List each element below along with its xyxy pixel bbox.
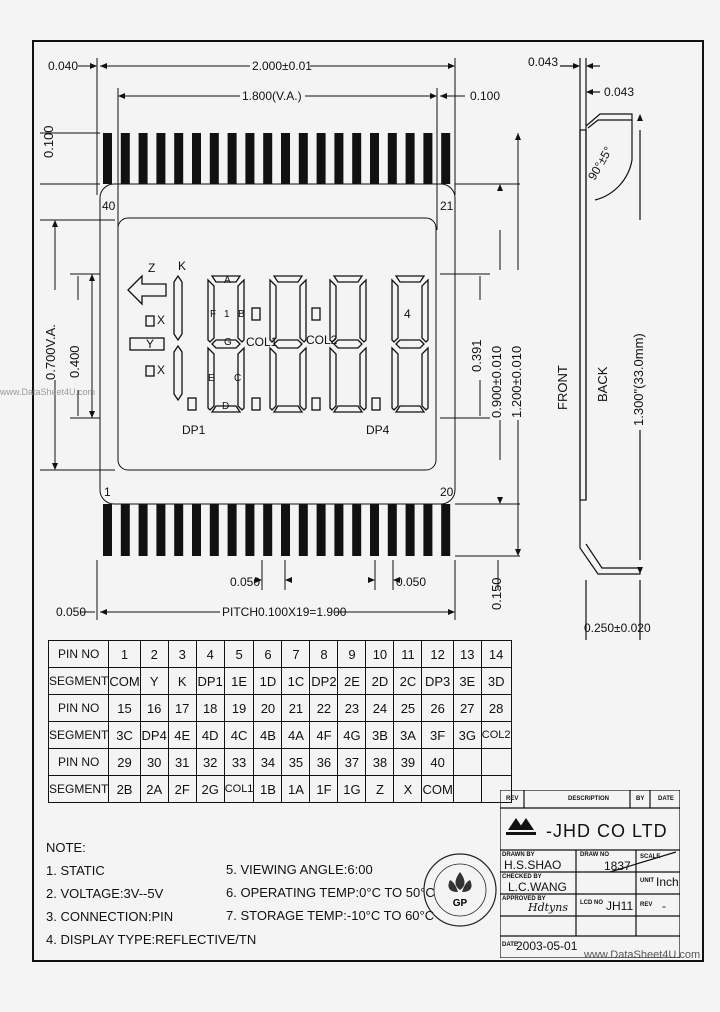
pin	[245, 133, 254, 184]
tb-drawing-no-h: DRAW NO	[580, 852, 609, 858]
pin-table-cell: 32	[196, 749, 224, 776]
pin-table-cell: 2D	[366, 668, 394, 695]
pin-table-cell: 1G	[338, 776, 366, 803]
digit-segment	[396, 276, 424, 282]
note-4: 4. DISPLAY TYPE:REFLECTIVE/TN	[46, 932, 257, 947]
pin	[388, 504, 397, 556]
pin-table-cell: 1A	[282, 776, 310, 803]
pin-table-cell: 20	[254, 695, 282, 722]
pin	[103, 133, 112, 184]
pin-table-cell: 31	[168, 749, 196, 776]
pin-table-cell: 19	[224, 695, 254, 722]
pin-table-cell: 35	[282, 749, 310, 776]
pin	[299, 504, 308, 556]
lcd-dp1: DP1	[182, 423, 206, 437]
pin	[210, 504, 219, 556]
lcd-k: K	[178, 259, 187, 273]
tb-unit: Inch	[656, 875, 679, 889]
tb-lcd-no: JH11	[606, 899, 634, 913]
pin-label-20: 20	[440, 485, 454, 499]
pin-table-cell: 10	[366, 641, 394, 668]
pin-table-cell: 9	[338, 641, 366, 668]
lcd-digit4: 4	[404, 307, 411, 321]
pin-table-cell: 4G	[338, 722, 366, 749]
dim-total-height: 1.200±0.010	[509, 345, 524, 418]
pin	[245, 504, 254, 556]
pin-table-cell: DP3	[422, 668, 453, 695]
note-3: 3. CONNECTION:PIN	[46, 909, 174, 924]
pin	[441, 133, 450, 184]
pin-table-cell	[453, 749, 481, 776]
pin-table-cell: 5	[224, 641, 254, 668]
dim-right-margin: 0.100	[470, 89, 501, 103]
pin-table-cell: COM	[109, 668, 140, 695]
pin	[139, 133, 148, 184]
pin-table-cell: DP2	[310, 668, 338, 695]
seg-b: B	[238, 309, 245, 320]
pin-table-cell	[481, 749, 511, 776]
pin-table-cell: 1F	[310, 776, 338, 803]
tb-drawn-by-h: DRAWN BY	[502, 852, 535, 858]
pin-table-cell: 24	[366, 695, 394, 722]
seg-e: E	[208, 373, 215, 384]
seal-text: GP	[452, 898, 468, 909]
pin-table-cell: DP4	[140, 722, 168, 749]
pin	[103, 504, 112, 556]
pin-table-cell: X	[394, 776, 422, 803]
pin-table-cell: 3E	[453, 668, 481, 695]
notes-title: NOTE:	[46, 840, 86, 855]
pin-table-cell: 1	[109, 641, 140, 668]
digit-segment	[334, 406, 362, 412]
pin-table-row	[49, 722, 512, 749]
pin-table-row	[49, 668, 512, 695]
pin-table-cell: 4D	[196, 722, 224, 749]
pin-strip-bottom	[103, 504, 450, 556]
dim-va-width: 1.800(V.A.)	[242, 89, 302, 103]
note-5: 5. VIEWING ANGLE:6:00	[226, 862, 373, 877]
dim-pitch-left: 0.050	[230, 575, 261, 589]
pin-table-cell: 21	[282, 695, 310, 722]
digit-segment	[270, 348, 276, 410]
pin	[406, 133, 415, 184]
pin-table-cell: 11	[394, 641, 422, 668]
pin-table-cell: 3D	[481, 668, 511, 695]
dim-dp-offset: 0.391	[469, 339, 484, 372]
pin-table-cell: COM	[422, 776, 453, 803]
digit-segment	[274, 340, 302, 348]
watermark-right: www.DataSheet4U.com	[584, 949, 701, 961]
lcd-dp4: DP4	[366, 423, 390, 437]
pin	[156, 504, 165, 556]
pin	[299, 133, 308, 184]
pin-table-cell: 6	[254, 641, 282, 668]
pin-table-cell: 2F	[168, 776, 196, 803]
pin-table-cell	[453, 776, 481, 803]
pin-table-cell: 3	[168, 641, 196, 668]
pin-table-cell: 22	[310, 695, 338, 722]
pin-table-cell: 3G	[453, 722, 481, 749]
lcd-x1: X	[157, 313, 166, 327]
pin-table-cell: 3B	[366, 722, 394, 749]
pin-table-cell: Z	[366, 776, 394, 803]
pin	[334, 133, 343, 184]
pin	[317, 133, 326, 184]
digit-segment	[334, 276, 362, 282]
pin	[174, 133, 183, 184]
seg-g: G	[224, 337, 232, 348]
pin-table-row-label: SEGMENT	[49, 722, 109, 749]
pin-table-cell: 4E	[168, 722, 196, 749]
digit-segment	[422, 348, 428, 410]
tb-approved-h: APPROVED BY	[502, 896, 546, 902]
digit-segment	[330, 348, 336, 410]
dim-thickness-b: 0.043	[604, 85, 635, 99]
tb-date-header: DATE	[658, 796, 674, 802]
pin	[334, 504, 343, 556]
pin-table-row	[49, 749, 512, 776]
pin	[228, 504, 237, 556]
pin-table-cell: 3C	[109, 722, 140, 749]
tb-date-label: DATE	[502, 942, 518, 948]
pin	[210, 133, 219, 184]
pin-table-cell: 34	[254, 749, 282, 776]
digit-segment	[270, 280, 276, 342]
pin	[192, 133, 201, 184]
pin-table-cell: COL1	[224, 776, 254, 803]
seg-d: D	[222, 401, 230, 412]
pin-table-cell: DP1	[196, 668, 224, 695]
dim-angle: 90°±5°	[585, 144, 616, 183]
pin-table-cell: 4B	[254, 722, 282, 749]
pin-table-cell: 18	[196, 695, 224, 722]
pin-table-cell: 13	[453, 641, 481, 668]
company-seal	[420, 850, 500, 930]
dim-total-width: 2.000±0.01	[252, 59, 312, 73]
pin	[423, 504, 432, 556]
dim-depth: 0.250±0.020	[584, 621, 651, 635]
pin-table-cell: Y	[140, 668, 168, 695]
pin	[156, 133, 165, 184]
digit-segment	[422, 280, 428, 342]
pin	[352, 504, 361, 556]
pin-table-cell: 26	[422, 695, 453, 722]
tb-company: -JHD CO LTD	[546, 821, 668, 841]
pin	[370, 504, 379, 556]
pin	[352, 133, 361, 184]
digit-segment	[396, 340, 424, 348]
pin-table-cell: 4F	[310, 722, 338, 749]
pin	[281, 133, 290, 184]
digit-segment	[274, 406, 302, 412]
pin	[441, 504, 450, 556]
pin	[281, 504, 290, 556]
pin-table-cell: 17	[168, 695, 196, 722]
pin-table-cell: 1B	[254, 776, 282, 803]
pin-table-cell: 23	[338, 695, 366, 722]
pin-table-cell: 14	[481, 641, 511, 668]
tb-by: BY	[636, 796, 645, 802]
pin-table-cell: 16	[140, 695, 168, 722]
tb-rev2: -	[662, 899, 666, 913]
tb-lcd-no-h: LCD NO	[580, 900, 603, 906]
dim-overall: 1.300"(33.0mm)	[631, 333, 646, 426]
pin-table-row	[49, 641, 512, 668]
seg-f: F	[210, 309, 217, 320]
digit-segment	[392, 348, 398, 410]
pin-table-cell: 3F	[422, 722, 453, 749]
note-2: 2. VOLTAGE:3V--5V	[46, 886, 164, 901]
pin-table-cell: 2E	[338, 668, 366, 695]
dim-top-margin: 0.100	[41, 125, 56, 158]
lcd-col1: COL1	[246, 335, 278, 349]
dim-pitch-right: 0.050	[396, 575, 427, 589]
digit-segment	[300, 348, 306, 410]
pin-table-row-label: SEGMENT	[49, 776, 109, 803]
tb-date: 2003-05-01	[516, 939, 578, 953]
tb-description: DESCRIPTION	[568, 796, 610, 802]
pin-table-cell: 2G	[196, 776, 224, 803]
digit-segment	[360, 348, 366, 410]
pin-table-cell: 7	[282, 641, 310, 668]
pin-table-cell: 2B	[109, 776, 140, 803]
pin	[174, 504, 183, 556]
pin	[121, 133, 130, 184]
pin-table-row-label: PIN NO	[49, 695, 109, 722]
pin	[388, 133, 397, 184]
pin	[121, 504, 130, 556]
digit-segment	[274, 276, 302, 282]
dim-va-height: 0.700V.A.	[43, 324, 58, 380]
tb-rev: REV	[506, 796, 519, 802]
tb-scale-h: SCALE	[640, 854, 661, 860]
pin-table-cell: 4C	[224, 722, 254, 749]
pin-table-cell: 12	[422, 641, 453, 668]
pin	[406, 504, 415, 556]
pin-table-cell: 33	[224, 749, 254, 776]
dim-pin-margin: 0.050	[56, 605, 87, 619]
pin-table-cell: 37	[338, 749, 366, 776]
seg-a: A	[224, 275, 231, 286]
digit-segment	[334, 340, 362, 348]
pin-table-cell: 2C	[394, 668, 422, 695]
tb-drawing-no: 1837	[604, 859, 631, 873]
pin	[263, 504, 272, 556]
pin-table-cell: 1E	[224, 668, 254, 695]
pin-table-cell: K	[168, 668, 196, 695]
digit-segment	[392, 280, 398, 342]
digit-segment	[396, 406, 424, 412]
seg-1: 1	[224, 309, 230, 320]
pin-table-cell: 40	[422, 749, 453, 776]
pin-table-cell: 8	[310, 641, 338, 668]
notes	[46, 836, 256, 951]
pin-table-cell: 25	[394, 695, 422, 722]
pin-table-cell: COL2	[481, 722, 511, 749]
pin-table-row	[49, 776, 512, 803]
pin	[228, 133, 237, 184]
pin-table-cell: 2	[140, 641, 168, 668]
digit-segment	[360, 280, 366, 342]
lcd-z: Z	[148, 261, 156, 275]
note-6: 6. OPERATING TEMP:0°C TO 50°C	[226, 885, 435, 900]
note-7: 7. STORAGE TEMP:-10°C TO 60°C	[226, 908, 435, 923]
dim-left-margin: 0.040	[48, 59, 79, 73]
pin-table-row-label: PIN NO	[49, 641, 109, 668]
seg-c: C	[234, 373, 242, 384]
tb-rev2-h: REV	[640, 902, 653, 908]
pin	[139, 504, 148, 556]
pin	[370, 133, 379, 184]
pin-label-21: 21	[440, 199, 454, 213]
pin-table-cell: 28	[481, 695, 511, 722]
pin	[192, 504, 201, 556]
pin-table-cell: 1C	[282, 668, 310, 695]
pin-table-cell: 15	[109, 695, 140, 722]
pin-table-cell: 4	[196, 641, 224, 668]
lcd-y: Y	[146, 337, 155, 351]
dim-digit-height: 0.400	[67, 345, 82, 378]
note-1: 1. STATIC	[46, 863, 105, 878]
dim-pitch-total: PITCH0.100X19=1.900	[222, 605, 347, 619]
tb-checked: L.C.WANG	[508, 880, 567, 894]
lcd-x2: X	[157, 363, 166, 377]
pin	[317, 504, 326, 556]
label-front: FRONT	[555, 365, 570, 410]
title-block	[500, 790, 680, 958]
pin-table-cell: 1D	[254, 668, 282, 695]
dim-bottom-margin: 0.150	[489, 577, 504, 610]
pin-table-cell: 27	[453, 695, 481, 722]
watermark-left: www.DataSheet4U.com	[0, 387, 96, 397]
pin-table-cell: 30	[140, 749, 168, 776]
tb-unit-h: UNIT	[640, 878, 654, 884]
pin-table-row-label: SEGMENT	[49, 668, 109, 695]
tb-approved: Hdtyns	[528, 901, 568, 914]
pin-table-cell: 39	[394, 749, 422, 776]
notes-right	[226, 858, 435, 927]
pin-table-cell: 4A	[282, 722, 310, 749]
pin-table-row	[49, 695, 512, 722]
pin-label-1: 1	[104, 485, 111, 499]
pin-strip-top	[103, 133, 450, 184]
pin	[263, 133, 272, 184]
tb-checked-h: CHECKED BY	[502, 874, 542, 880]
pin	[423, 133, 432, 184]
pin-table-cell: 3A	[394, 722, 422, 749]
pin-table-cell: 2A	[140, 776, 168, 803]
tb-drawn-by: H.S.SHAO	[504, 858, 562, 872]
pin-table	[48, 640, 512, 803]
pin-table-cell: 29	[109, 749, 140, 776]
lcd-col2: COL2	[306, 333, 338, 347]
pin-table-row-label: PIN NO	[49, 749, 109, 776]
dim-glass-height: 0.900±0.010	[489, 345, 504, 418]
pin-table-cell: 38	[366, 749, 394, 776]
pin-label-40: 40	[102, 199, 116, 213]
pin-table-cell: 36	[310, 749, 338, 776]
dim-thickness-a: 0.043	[528, 55, 559, 69]
label-back: BACK	[595, 366, 610, 402]
